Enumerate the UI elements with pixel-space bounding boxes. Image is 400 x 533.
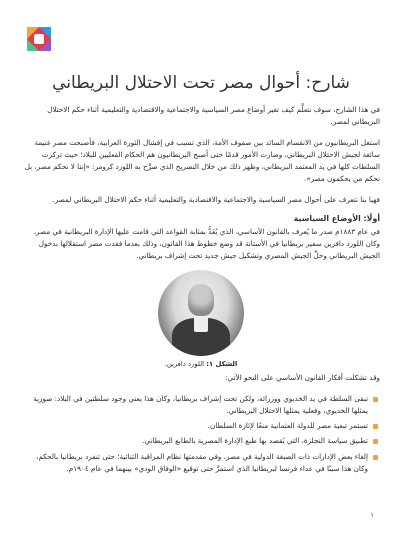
document-page [22,72,380,478]
list-item: تطبيق سياسة النجلزة، التي يُقصد بها طبع الإدارة المصرية بالطابع البريطاني. [22,435,380,447]
section-heading-political: أولًا: الأوضاع السياسية [293,213,380,223]
list-item: تبقى السلطة في يد الخديوي ووزرائه، ولكن تحت إشراف بريطانيا، وكان هذا يعني وجود سلطتين في البلاد: صورية يمثلها الخديوي، وفعلية يمثلها الاحتلال البريطاني. [22,393,380,417]
list-item: إلغاء بعض الإدارات ذات الصبغة الدولية في مصر، وفي مقدمتها نظام المراقبة الثنائية؛ حتى تنفرد بريطانيا بالحكم، وكان هذا سببًا في عداء فرنسا لبريطانيا الذي استمرَّ حتى توقيع «الوفاق الودي» بينهما في عام ١٩٠٤م. [22,451,380,475]
overview-paragraph: فهيا بنا نتعرف على أحوال مصر السياسية والاجتماعية والاقتصادية والتعليمية أثناء حكم الاحتلال البريطاني لمصر. [52,194,380,204]
portrait-image [158,270,244,356]
logo-icon [26,26,52,52]
context-paragraph: استغل البريطانيون من الانقسام السائد بين صفوف الأمة، الذي تسبب في إفشال الثورة العرابية، فأصبحت مصر غنيمة سائغة لجيش الاحتلال البريطاني، وصارت الأمور قدمًا حتى أصبح البريطانيون هم الحكام الفعليين للبلاد؛ حيث تركزت السلطات كلها في يد المعتمد البريطاني، وظهر ذلك من خلال التصريح الذي صرَّح به اللورد كرومر: «إننا لا نحكم مصر، بل نحكم من يحكمون مصر». [24,137,380,184]
basic-law-list [22,393,380,475]
list-item: تستمر تبعية مصر للدولة العثمانية منعًا لإثارة السلطان. [22,420,380,432]
figure-caption-text: اللورد دافرين. [164,360,205,369]
figure [22,270,380,368]
figure-caption [22,360,380,368]
list-intro-paragraph: وقد تشكلت أفكار القانون الأساسي على النحو الآتي: [225,373,380,383]
page-title: شارح: أحوال مصر تحت الاحتلال البريطاني [52,73,350,93]
page-number: ١ [370,511,374,519]
basic-law-paragraph: في عام ١٨٨٣م صدر ما يُعرف بالقانون الأساسي، الذي يُعَدُّ بمثابة القواعد التي قامت عليها الإدارة البريطانية في مصر، وكان اللورد دافرين سفير بريطانيا في الأستانة قد وضع خطوط هذا القانون، وذلك بعدما فقدت مصر استقلالها بدخول الجيش البريطاني وحلِّ الجيش المصري وتشكيل جيش جديد تحت إشراف بريطاني. [33,226,380,261]
intro-paragraph: في هذا الشارح، سوف نتعلَّم كيف تغير أوضاع مصر السياسية والاجتماعية والاقتصادية والتعليمية أثناء حكم الاحتلال البريطاني لمصر. [47,105,380,127]
figure-caption-label: الشكل ١: [206,360,238,369]
